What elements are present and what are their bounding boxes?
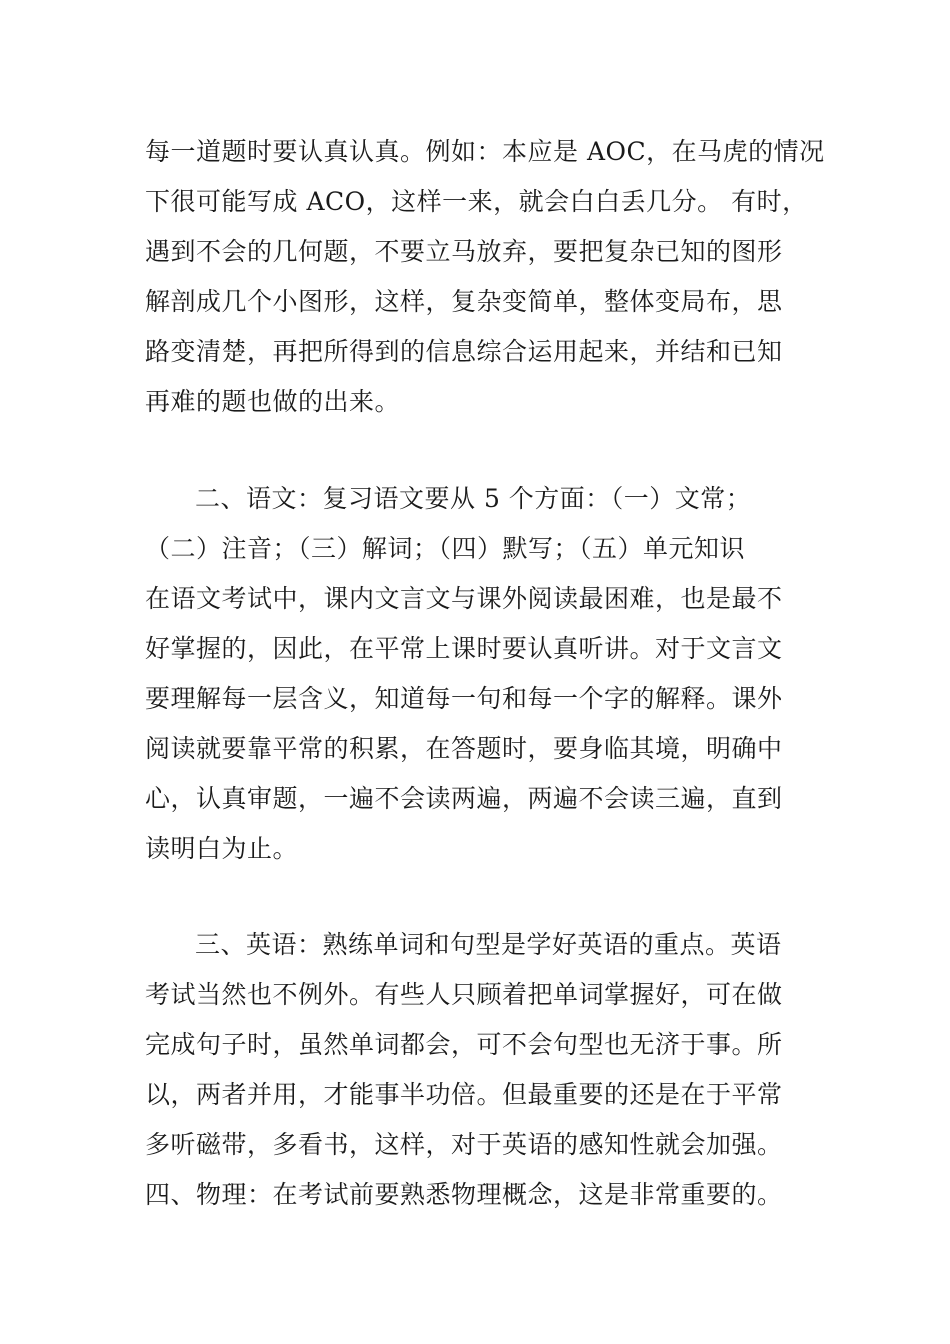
- text-line: 完成句子时，虽然单词都会，可不会句型也无济于事。所: [145, 1030, 783, 1059]
- text-line: 多听磁带，多看书，这样，对于英语的感知性就会加强。: [145, 1130, 783, 1159]
- text-line: 再难的题也做的出来。: [145, 387, 401, 416]
- text-line: 好掌握的，因此，在平常上课时要认真听讲。对于文言文: [145, 634, 783, 663]
- text-line: 四、物理：在考试前要熟悉物理概念，这是非常重要的。: [145, 1180, 783, 1209]
- text-line: 读明白为止。: [145, 834, 299, 863]
- text-line: 每一道题时要认真认真。例如：本应是 AOC，在马虎的情况: [145, 137, 825, 166]
- text-line: 阅读就要靠平常的积累，在答题时，要身临其境，明确中: [145, 734, 783, 763]
- text-line: 三、英语：熟练单词和句型是学好英语的重点。英语: [195, 930, 782, 959]
- text-line: 遇到不会的几何题，不要立马放弃，要把复杂已知的图形: [145, 237, 783, 266]
- text-line: 路变清楚，再把所得到的信息综合运用起来，并结和已知: [145, 337, 783, 366]
- text-line: 考试当然也不例外。有些人只顾着把单词掌握好，可在做: [145, 980, 783, 1009]
- text-line: 要理解每一层含义，知道每一句和每一个字的解释。课外: [145, 684, 783, 713]
- text-line: 在语文考试中，课内文言文与课外阅读最困难，也是最不: [145, 584, 783, 613]
- text-line: 心，认真审题，一遍不会读两遍，两遍不会读三遍，直到: [145, 784, 783, 813]
- text-line: （二）注音；（三）解词；（四）默写；（五）单元知识: [145, 534, 746, 563]
- text-line: 以，两者并用，才能事半功倍。但最重要的还是在于平常: [145, 1080, 783, 1109]
- text-line: 下很可能写成 ACO，这样一来，就会白白丢几分。 有时，: [145, 187, 808, 216]
- text-line: 二、语文：复习语文要从 5 个方面：（一）文常；: [195, 484, 752, 513]
- text-line: 解剖成几个小图形，这样，复杂变简单，整体变局布，思: [145, 287, 783, 316]
